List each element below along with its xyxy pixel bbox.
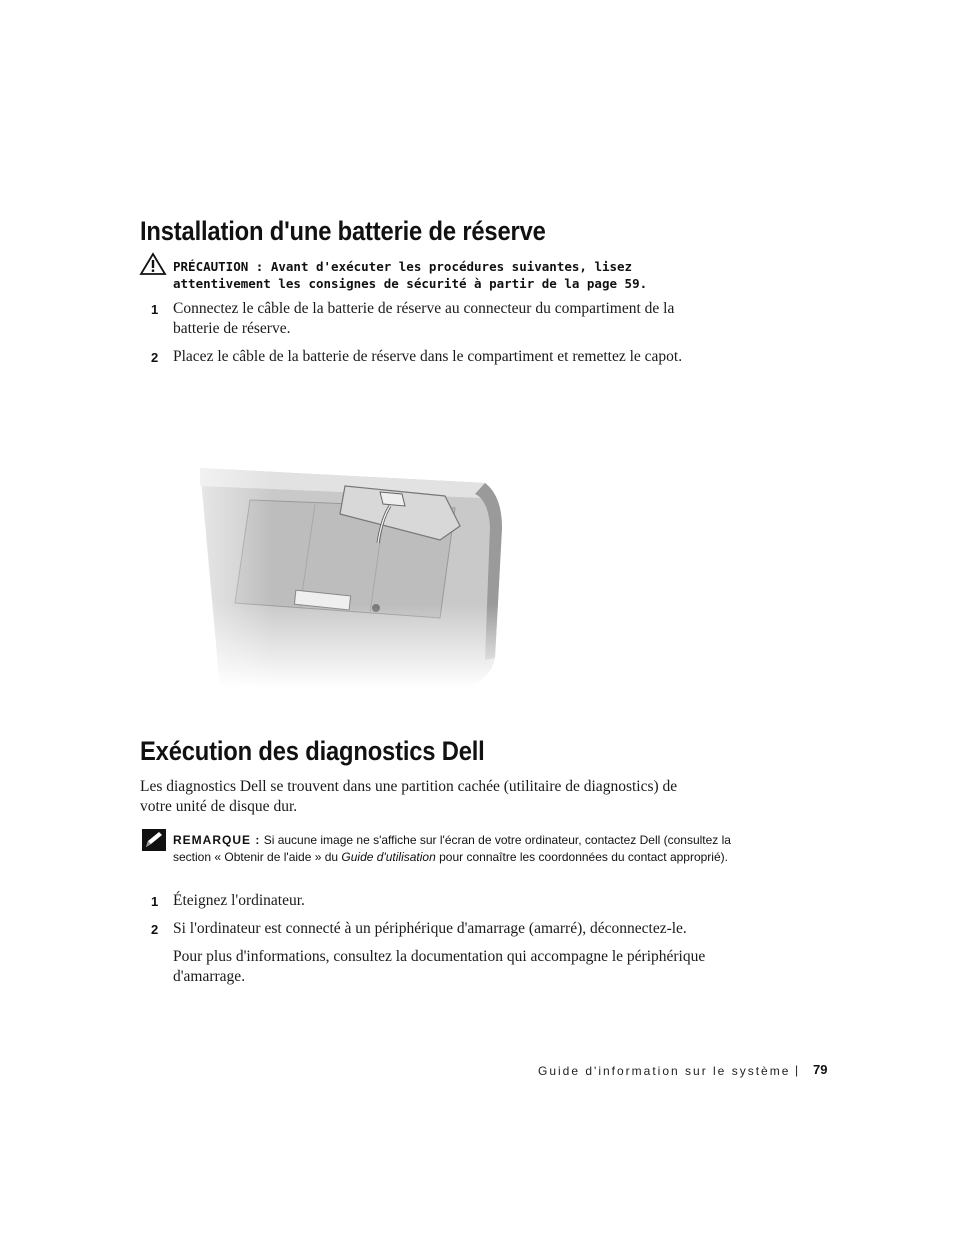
section-title-diagnostics: Exécution des diagnostics Dell [140,736,485,766]
caution-notice [173,258,733,292]
footer-guide-title: Guide d'information sur le système [538,1064,791,1078]
step-text: Éteignez l'ordinateur. [173,892,305,909]
pencil-note-icon [142,829,166,856]
page-number: 79 [813,1062,828,1077]
step-number: 2 [151,350,159,365]
remark-text: Si aucune image ne s'affiche sur l'écran de votre ordinateur, contactez Dell (consultez la section « Obtenir de l'aide » du [173,833,731,864]
caution-label: PRÉCAUTION : [173,259,264,274]
remark-text-end: pour connaître les coordonnées du contact approprié). [439,850,728,864]
step-number: 1 [151,894,159,909]
step-number: 2 [151,922,159,937]
step-text: Placez le câble de la batterie de réserve dans le compartiment et remettez le capot. [173,348,683,365]
intro-paragraph: Les diagnostics Dell se trouvent dans une partition cachée (utilitaire de diagnostics) de votre unité de disque dur. [140,778,678,815]
battery-illustration [140,408,520,693]
step-number: 1 [151,302,159,317]
guide-reference: Guide d'utilisation [341,850,436,864]
step-text: Si l'ordinateur est connecté à un périphérique d'amarrage (amarré), déconnectez-le. [173,920,687,937]
step-text: Connectez le câble de la batterie de réserve au connecteur du compartiment de la batterie de réserve. [173,300,675,337]
caution-text: Avant d'exécuter les procédures suivantes, lisez attentivement les consignes de sécurité à partir de la page 59. [173,259,648,291]
warning-triangle-icon [139,252,167,281]
remark-label: REMARQUE : [173,833,261,847]
footer-separator: | [795,1063,801,1077]
step-subtext: Pour plus d'informations, consultez la documentation qui accompagne le périphérique d'amarrage. [173,948,706,985]
section-title-battery: Installation d'une batterie de réserve [140,216,546,246]
remark-notice [173,832,733,866]
